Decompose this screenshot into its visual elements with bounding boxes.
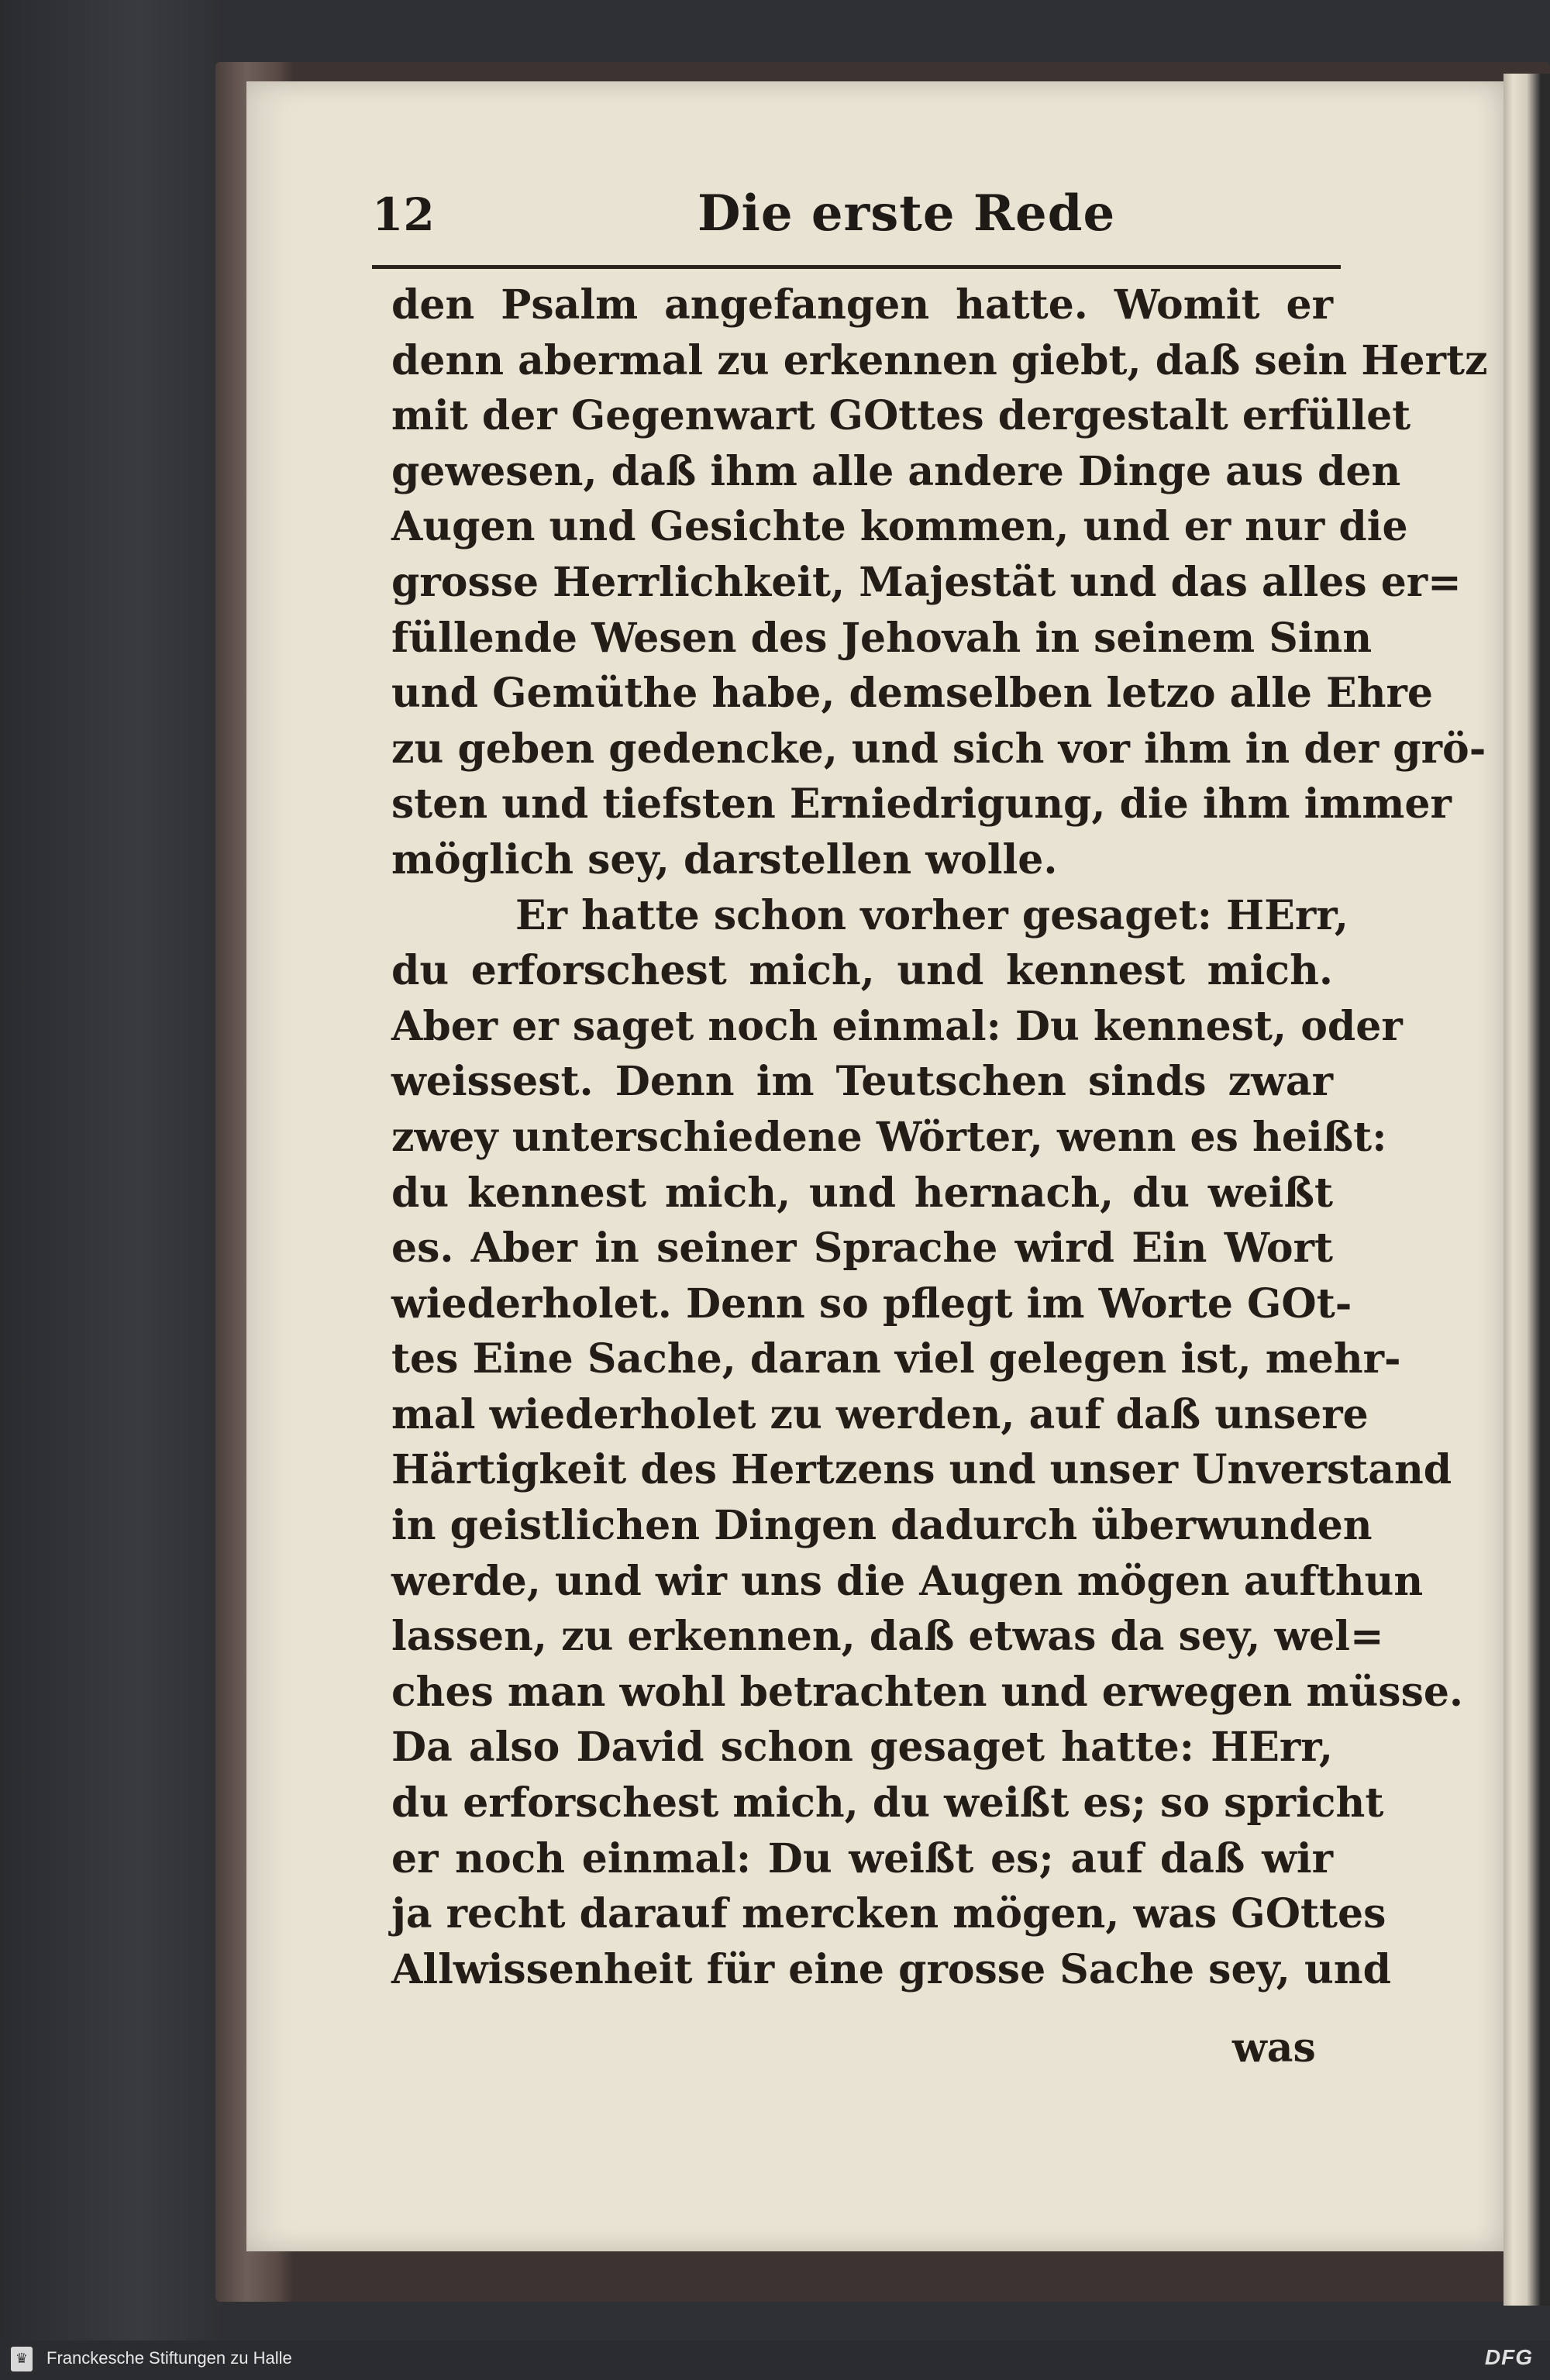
text-line: Allwissenheit für eine grosse Sache sey, und xyxy=(391,1945,1391,1993)
text-line: füllende Wesen des Jehovah in seinem Sinn xyxy=(391,614,1373,662)
text-line: Härtigkeit des Hertzens und unser Unverstand xyxy=(391,1446,1452,1494)
text-line: Da also David schon gesaget hatte: HErr, xyxy=(391,1724,1333,1772)
body-text xyxy=(391,277,1488,1997)
text-line: du erforschest mich, du weißt es; so spricht xyxy=(391,1779,1384,1827)
text-line: er noch einmal: Du weißt es; auf daß wir xyxy=(391,1834,1333,1882)
text-line: zu geben gedencke, und sich vor ihm in der grö- xyxy=(391,725,1486,773)
text-line: Er hatte schon vorher gesaget: HErr, xyxy=(515,891,1348,939)
text-line: tes Eine Sache, daran viel gelegen ist, mehr- xyxy=(391,1335,1401,1383)
text-line: Augen und Gesichte kommen, und er nur die xyxy=(391,503,1408,551)
text-line: mal wiederholet zu werden, auf daß unsere xyxy=(391,1390,1369,1438)
facing-page-edge xyxy=(1504,74,1550,2306)
text-line: lassen, zu erkennen, daß etwas da sey, wel= xyxy=(391,1613,1384,1661)
text-line: ches man wohl betrachten und erwegen müsse. xyxy=(391,1668,1464,1716)
text-line: wiederholet. Denn so pflegt im Worte GOt- xyxy=(391,1280,1352,1328)
text-line: weissest. Denn im Teutschen sinds zwar xyxy=(391,1058,1333,1106)
dfg-logo: DFG xyxy=(1484,2345,1533,2369)
text-line: du kennest mich, und hernach, du weißt xyxy=(391,1169,1333,1217)
text-line: mit der Gegenwart GOttes dergestalt erfüllet xyxy=(391,392,1411,440)
institution-logo-icon: ♛ xyxy=(11,2347,33,2371)
text-line: grosse Herrlichkeit, Majestät und das alles er= xyxy=(391,558,1462,606)
text-line: Aber er saget noch einmal: Du kennest, oder xyxy=(391,1002,1403,1050)
text-line: es. Aber in seiner Sprache wird Ein Wort xyxy=(391,1224,1333,1273)
text-line: ja recht darauf mercken mögen, was GOttes xyxy=(391,1890,1386,1938)
page-header xyxy=(372,184,1341,254)
text-line: denn abermal zu erkennen giebt, daß sein Hertz xyxy=(391,336,1488,384)
text-line: gewesen, daß ihm alle andere Dinge aus den xyxy=(391,447,1401,495)
text-line: zwey unterschiedene Wörter, wenn es heißt: xyxy=(391,1113,1387,1161)
text-line: in geistlichen Dingen dadurch überwunden xyxy=(391,1502,1373,1550)
text-line: du erforschest mich, und kennest mich. xyxy=(391,947,1333,995)
page-number: 12 xyxy=(372,188,435,241)
running-title: Die erste Rede xyxy=(698,184,1116,243)
footer-institution: Franckesche Stiftungen zu Halle xyxy=(46,2348,292,2368)
text-line: und Gemüthe habe, demselben letzo alle Ehre xyxy=(391,670,1433,718)
catchword: was xyxy=(1232,2024,1316,2072)
text-line: werde, und wir uns die Augen mögen aufthun xyxy=(391,1557,1424,1605)
text-line: den Psalm angefangen hatte. Womit er xyxy=(391,281,1333,329)
text-line: möglich sey, darstellen wolle. xyxy=(391,835,1058,883)
header-rule xyxy=(372,265,1341,269)
text-line: sten und tiefsten Erniedrigung, die ihm immer xyxy=(391,780,1452,828)
